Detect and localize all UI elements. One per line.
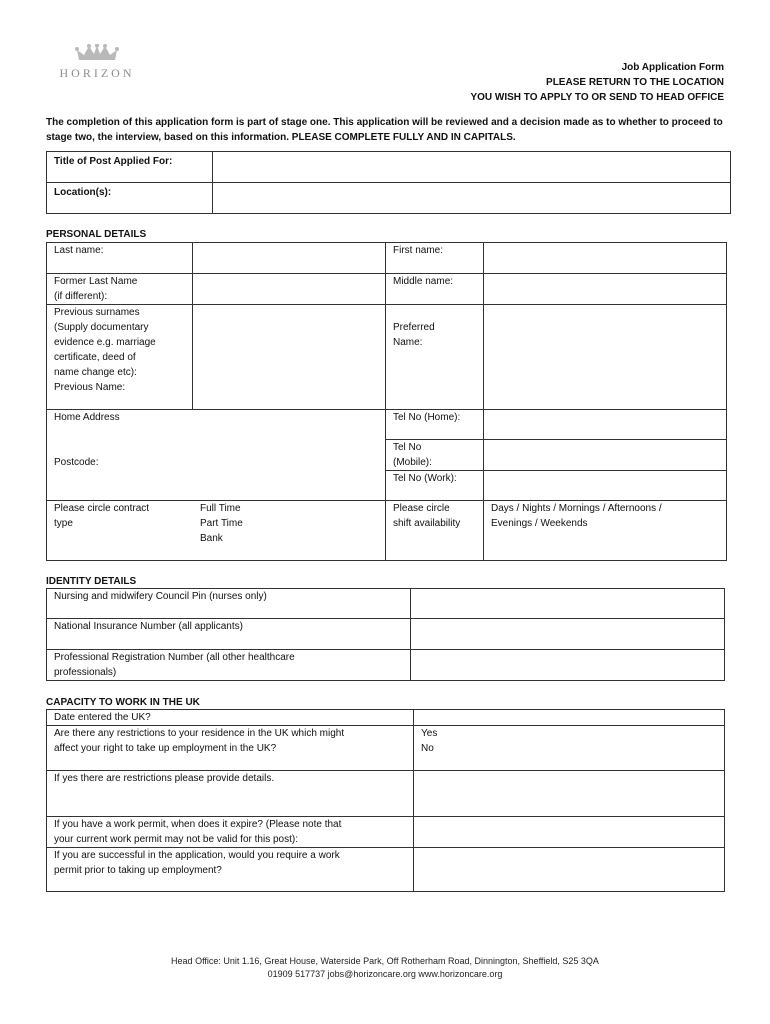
post-title-label: Title of Post Applied For:: [47, 152, 213, 183]
post-title-field[interactable]: [213, 152, 731, 183]
logo-wordmark: HORIZON: [59, 66, 135, 80]
crown-logo-icon: [75, 44, 119, 62]
contract-option-part-time[interactable]: Part Time: [200, 518, 243, 529]
previous-surnames-label: Previous surnames (Supply documentary evidence e.g. marriage certificate, deed of name change etc): Previous Name:: [47, 305, 193, 410]
company-logo: [52, 44, 142, 81]
footer: [0, 955, 770, 981]
ni-number-label: National Insurance Number (all applicants): [47, 619, 411, 650]
location-field[interactable]: [213, 183, 731, 214]
middle-name-label: Middle name:: [386, 274, 484, 305]
identity-details-table: [46, 588, 725, 681]
post-table: [46, 151, 731, 214]
shift-availability-options[interactable]: Days / Nights / Mornings / Afternoons / Evenings / Weekends: [484, 501, 727, 561]
tel-home-field[interactable]: [484, 410, 727, 440]
date-entered-label: Date entered the UK?: [47, 710, 414, 726]
location-label: Location(s):: [47, 183, 213, 214]
restrictions-yes[interactable]: Yes: [421, 728, 438, 739]
restrictions-options[interactable]: [414, 726, 725, 771]
return-instruction: PLEASE RETURN TO THE LOCATION: [546, 77, 724, 88]
contract-type-options[interactable]: [200, 501, 243, 546]
tel-mobile-label: Tel No (Mobile):: [386, 440, 484, 471]
tel-work-field[interactable]: [484, 471, 727, 501]
contact-details: 01909 517737 jobs@horizoncare.org www.horizoncare.org: [267, 969, 503, 979]
permit-expiry-field[interactable]: [414, 817, 725, 848]
intro-text: The completion of this application form is part of stage one. This application will be reviewed and a decision made as to whether to proceed to stage two, the interview, based on this information. PLEASE COMPLETE FULLY AND IN CAPITALS.: [46, 117, 723, 143]
personal-details-table: [46, 242, 727, 561]
permit-require-field[interactable]: [414, 848, 725, 892]
capacity-heading: CAPACITY TO WORK IN THE UK: [46, 697, 200, 708]
restrictions-no[interactable]: No: [421, 743, 434, 754]
first-name-label: First name:: [386, 243, 484, 274]
tel-home-label: Tel No (Home):: [386, 410, 484, 440]
shift-availability-label: Please circle shift availability: [386, 501, 484, 561]
contract-option-bank[interactable]: Bank: [200, 533, 223, 544]
contract-option-full-time[interactable]: Full Time: [200, 503, 241, 514]
form-title: Job Application Form: [621, 62, 724, 73]
last-name-label: Last name:: [47, 243, 193, 274]
prof-reg-field[interactable]: [411, 650, 725, 681]
restrictions-label: Are there any restrictions to your residence in the UK which might affect your right to take up employment in the UK?: [47, 726, 414, 771]
contract-type-label: Please circle contract type: [54, 503, 150, 529]
return-instruction-2: YOU WISH TO APPLY TO OR SEND TO HEAD OFFICE: [470, 92, 724, 103]
tel-mobile-field[interactable]: [484, 440, 727, 471]
postcode-label: Postcode:: [54, 457, 99, 468]
head-office-address: Head Office: Unit 1.16, Great House, Waterside Park, Off Rotherham Road, Dinnington, Sheffield, S25 3QA: [171, 956, 599, 966]
nmc-pin-field[interactable]: [411, 589, 725, 619]
nmc-pin-label: Nursing and midwifery Council Pin (nurses only): [47, 589, 411, 619]
home-address-label: Home Address: [54, 412, 120, 423]
capacity-table: [46, 709, 725, 892]
preferred-name-field[interactable]: [484, 305, 727, 410]
tel-work-label: Tel No (Work):: [386, 471, 484, 501]
permit-require-label: If you are successful in the application, would you require a work permit prior to taking up employment?: [47, 848, 414, 892]
identity-details-heading: IDENTITY DETAILS: [46, 576, 137, 587]
last-name-field[interactable]: [193, 243, 386, 274]
permit-expiry-label: If you have a work permit, when does it expire? (Please note that your current work permit may not be valid for this post):: [47, 817, 414, 848]
prof-reg-label: Professional Registration Number (all other healthcare professionals): [47, 650, 411, 681]
contract-type-cell: [47, 501, 386, 561]
former-last-name-label: Former Last Name (if different):: [47, 274, 193, 305]
form-header: [470, 60, 724, 105]
first-name-field[interactable]: [484, 243, 727, 274]
date-entered-field[interactable]: [414, 710, 725, 726]
home-address-field[interactable]: [47, 410, 386, 501]
preferred-name-label: Preferred Name:: [386, 305, 484, 410]
middle-name-field[interactable]: [484, 274, 727, 305]
former-last-name-field[interactable]: [193, 274, 386, 305]
ni-number-field[interactable]: [411, 619, 725, 650]
restrictions-details-field[interactable]: [414, 771, 725, 817]
personal-details-heading: PERSONAL DETAILS: [46, 229, 147, 240]
previous-surnames-field[interactable]: [193, 305, 386, 410]
restrictions-details-label: If yes there are restrictions please provide details.: [47, 771, 414, 817]
